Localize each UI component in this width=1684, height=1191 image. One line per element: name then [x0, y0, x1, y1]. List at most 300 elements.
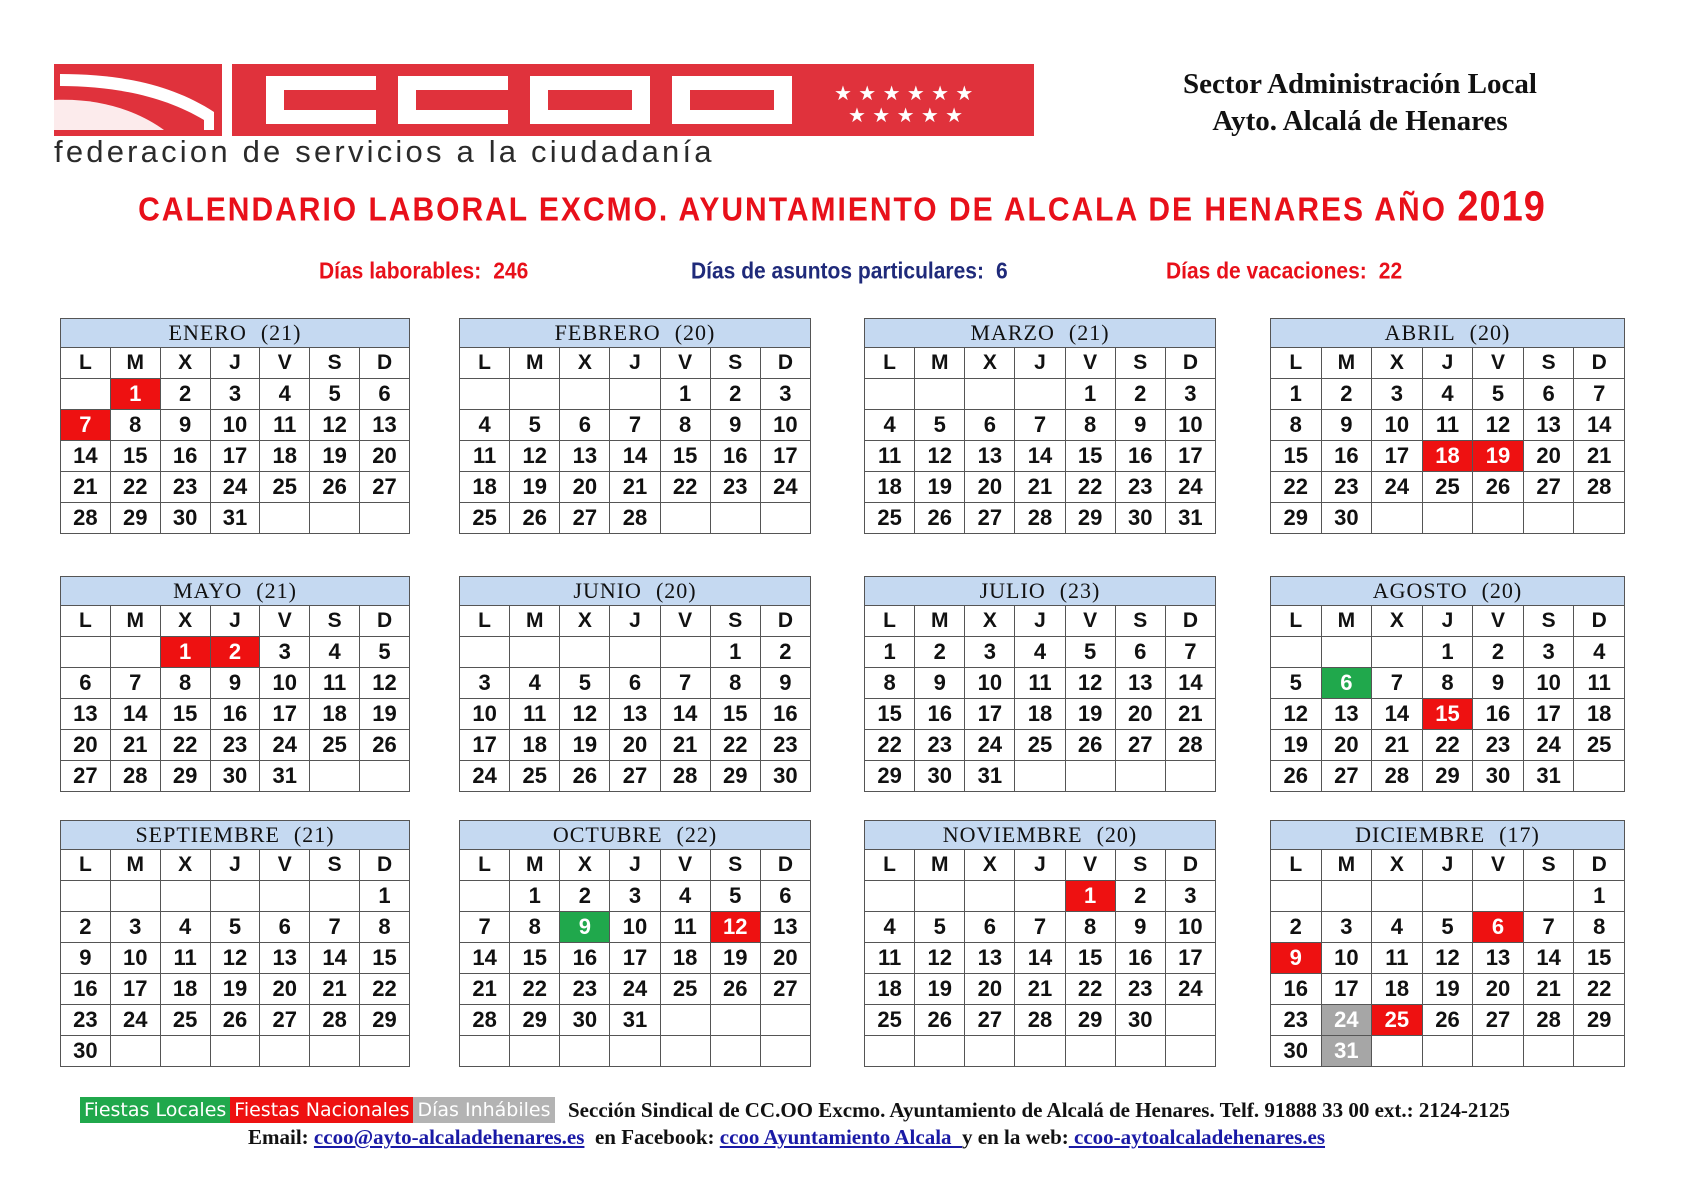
empty-cell: [61, 379, 111, 410]
day-cell: 2: [560, 881, 610, 912]
empty-cell: [110, 881, 160, 912]
day-cell: 22: [1065, 472, 1115, 503]
weekday-header: V: [660, 348, 710, 379]
day-cell: 3: [1321, 912, 1372, 943]
day-cell: 11: [865, 943, 915, 974]
month-marzo: [864, 318, 1216, 534]
day-cell: 23: [1473, 730, 1524, 761]
day-cell: 25: [510, 761, 560, 792]
month-enero: [60, 318, 410, 534]
month-noviembre: [864, 820, 1216, 1067]
day-cell: 8: [1065, 912, 1115, 943]
month-name: MAYO: [173, 578, 243, 603]
footer-contact: Sección Sindical de CC.OO Excmo. Ayuntamiento de Alcalá de Henares. Telf. 91888 33 00 ext.: 2124-2125: [568, 1098, 1510, 1122]
day-cell: 18: [865, 472, 915, 503]
week-row: [61, 761, 410, 792]
day-cell: 29: [865, 761, 915, 792]
stat-label: Días laborables:: [319, 258, 482, 285]
day-cell: 4: [1372, 912, 1423, 943]
weekday-header: J: [210, 348, 260, 379]
day-cell: 29: [1422, 761, 1473, 792]
day-cell: 23: [1115, 974, 1165, 1005]
day-cell: 14: [1574, 410, 1625, 441]
day-cell: 8: [1271, 410, 1322, 441]
day-cell: 18: [260, 441, 310, 472]
day-cell: 26: [560, 761, 610, 792]
weekday-header: D: [760, 348, 810, 379]
day-cell: 9: [1321, 410, 1372, 441]
day-cell: 3: [210, 379, 260, 410]
weekday-header: X: [560, 850, 610, 881]
day-cell: 31: [610, 1005, 660, 1036]
empty-cell: [510, 637, 560, 668]
day-cell: 12: [560, 699, 610, 730]
stat-asuntos: [691, 259, 1008, 285]
day-cell: 19: [210, 974, 260, 1005]
day-cell: 31: [1523, 761, 1574, 792]
day-cell: 14: [1523, 943, 1574, 974]
day-cell: 15: [1065, 441, 1115, 472]
month-title: [460, 577, 811, 606]
day-cell: 2: [1271, 912, 1322, 943]
week-row: [61, 441, 410, 472]
facebook-link[interactable]: ccoo Ayuntamiento Alcala: [719, 1125, 963, 1149]
empty-cell: [1422, 503, 1473, 534]
day-cell: 23: [915, 730, 965, 761]
day-cell: 28: [1574, 472, 1625, 503]
day-cell: 22: [1574, 974, 1625, 1005]
day-cell: 9: [1115, 912, 1165, 943]
svg-text:★ ★ ★ ★ ★: ★ ★ ★ ★ ★: [848, 103, 964, 127]
day-cell: 9: [61, 943, 111, 974]
week-row: [1271, 441, 1625, 472]
email-link[interactable]: ccoo@ayto-alcaladehenares.es: [313, 1125, 585, 1149]
day-cell: 15: [110, 441, 160, 472]
weekday-header: L: [1271, 606, 1322, 637]
empty-cell: [510, 1036, 560, 1067]
week-row: [865, 410, 1216, 441]
month-name: ABRIL: [1384, 320, 1456, 345]
day-cell: 6: [1115, 637, 1165, 668]
empty-cell: [460, 637, 510, 668]
weekday-header: S: [310, 348, 360, 379]
day-cell: 24: [460, 761, 510, 792]
day-cell: 14: [460, 943, 510, 974]
week-row: [460, 472, 811, 503]
day-cell: 5: [915, 912, 965, 943]
month-count: (23): [1059, 578, 1101, 603]
weekday-header: D: [760, 850, 810, 881]
day-cell: 14: [110, 699, 160, 730]
month-octubre: [459, 820, 811, 1067]
weekday-header: V: [1065, 606, 1115, 637]
day-cell: 6: [560, 410, 610, 441]
day-cell: 11: [1015, 668, 1065, 699]
week-row: [460, 943, 811, 974]
footer-links: [248, 1124, 1325, 1150]
day-cell: 23: [1115, 472, 1165, 503]
month-count: (20): [655, 578, 697, 603]
day-cell: 2: [1115, 881, 1165, 912]
day-cell: 24: [760, 472, 810, 503]
day-cell: 26: [710, 974, 760, 1005]
day-cell: 5: [210, 912, 260, 943]
day-cell: 25: [1422, 472, 1473, 503]
stat-value: 6: [995, 258, 1008, 285]
week-row: [865, 472, 1216, 503]
day-cell: 1: [360, 881, 410, 912]
day-cell: 2: [61, 912, 111, 943]
month-title: [61, 319, 410, 348]
day-cell: 27: [1321, 761, 1372, 792]
day-cell: 30: [1271, 1036, 1322, 1067]
empty-cell: [1065, 761, 1115, 792]
month-julio: [864, 576, 1216, 792]
day-cell: 20: [61, 730, 111, 761]
empty-cell: [1271, 881, 1322, 912]
day-cell: 15: [360, 943, 410, 974]
empty-cell: [1115, 1036, 1165, 1067]
day-cell: 27: [560, 503, 610, 534]
day-cell: 1: [110, 379, 160, 410]
stat-laborables: [319, 259, 528, 285]
day-cell: 12: [360, 668, 410, 699]
day-cell: 23: [61, 1005, 111, 1036]
day-cell: 21: [1574, 441, 1625, 472]
weekday-header: M: [110, 606, 160, 637]
day-cell: 17: [1321, 974, 1372, 1005]
day-cell: 24: [1523, 730, 1574, 761]
day-cell: 9: [560, 912, 610, 943]
weekday-header: S: [710, 850, 760, 881]
day-cell: 15: [160, 699, 210, 730]
day-cell: 2: [710, 379, 760, 410]
day-cell: 30: [760, 761, 810, 792]
week-row: [460, 410, 811, 441]
weekday-header: V: [660, 850, 710, 881]
svg-text:★ ★ ★ ★ ★ ★: ★ ★ ★ ★ ★ ★: [834, 81, 974, 105]
day-cell: 21: [1015, 472, 1065, 503]
week-row: [61, 943, 410, 974]
week-row: [460, 1036, 811, 1067]
day-cell: 21: [61, 472, 111, 503]
month-febrero: [459, 318, 811, 534]
day-cell: 2: [1321, 379, 1372, 410]
day-cell: 20: [260, 974, 310, 1005]
day-cell: 9: [1271, 943, 1322, 974]
day-cell: 25: [160, 1005, 210, 1036]
empty-cell: [310, 503, 360, 534]
day-cell: 22: [110, 472, 160, 503]
empty-cell: [1574, 761, 1625, 792]
day-cell: 14: [1015, 943, 1065, 974]
week-row: [1271, 912, 1625, 943]
logo-subtitle: federacion de servicios a la ciudadanía: [54, 134, 715, 169]
day-cell: 10: [460, 699, 510, 730]
week-row: [61, 379, 410, 410]
day-cell: 4: [1574, 637, 1625, 668]
day-cell: 18: [1574, 699, 1625, 730]
empty-cell: [1574, 503, 1625, 534]
empty-cell: [1473, 881, 1524, 912]
empty-cell: [610, 1036, 660, 1067]
day-cell: 30: [560, 1005, 610, 1036]
empty-cell: [1015, 761, 1065, 792]
week-row: [865, 637, 1216, 668]
day-cell: 6: [965, 912, 1015, 943]
month-count: (21): [256, 578, 297, 603]
week-row: [865, 1005, 1216, 1036]
ccoo-logo: [54, 64, 1034, 169]
day-cell: 18: [160, 974, 210, 1005]
day-cell: 19: [1271, 730, 1322, 761]
month-count: (21): [1068, 320, 1110, 345]
week-row: [460, 637, 811, 668]
day-cell: 17: [1165, 943, 1215, 974]
day-cell: 10: [610, 912, 660, 943]
day-cell: 3: [610, 881, 660, 912]
day-cell: 12: [310, 410, 360, 441]
week-row: [1271, 410, 1625, 441]
day-cell: 21: [610, 472, 660, 503]
web-link[interactable]: ccoo-aytoalcaladehenares.es: [1068, 1125, 1326, 1149]
weekday-header: M: [110, 348, 160, 379]
day-cell: 26: [915, 503, 965, 534]
day-cell: 19: [710, 943, 760, 974]
weekday-header: X: [160, 348, 210, 379]
legend-fiestas-locales: Fiestas Locales: [80, 1097, 230, 1123]
title-text: CALENDARIO LABORAL EXCMO. AYUNTAMIENTO DE ALCALA DE HENARES AÑO: [138, 191, 1447, 229]
empty-cell: [360, 503, 410, 534]
month-abril: [1270, 318, 1625, 534]
day-cell: 24: [1321, 1005, 1372, 1036]
day-cell: 30: [915, 761, 965, 792]
weekday-header: D: [1574, 348, 1625, 379]
day-cell: 24: [1372, 472, 1423, 503]
day-cell: 11: [1372, 943, 1423, 974]
day-cell: 28: [660, 761, 710, 792]
day-cell: 1: [160, 637, 210, 668]
day-cell: 15: [865, 699, 915, 730]
day-cell: 10: [210, 410, 260, 441]
day-cell: 12: [710, 912, 760, 943]
day-cell: 4: [310, 637, 360, 668]
week-row: [61, 472, 410, 503]
week-row: [865, 881, 1216, 912]
day-cell: 27: [965, 503, 1015, 534]
week-row: [865, 668, 1216, 699]
empty-cell: [360, 761, 410, 792]
week-row: [1271, 881, 1625, 912]
week-row: [460, 668, 811, 699]
week-row: [61, 912, 410, 943]
weekday-header: J: [610, 850, 660, 881]
day-cell: 14: [1165, 668, 1215, 699]
day-cell: 28: [1015, 503, 1065, 534]
day-cell: 20: [1321, 730, 1372, 761]
title-year: 2019: [1457, 183, 1546, 231]
empty-cell: [915, 1036, 965, 1067]
week-row: [865, 1036, 1216, 1067]
empty-cell: [965, 379, 1015, 410]
day-cell: 6: [610, 668, 660, 699]
day-cell: 17: [110, 974, 160, 1005]
week-row: [1271, 1036, 1625, 1067]
day-cell: 6: [1473, 912, 1524, 943]
ayto-line: Ayto. Alcalá de Henares: [1212, 105, 1508, 137]
month-title: [865, 319, 1216, 348]
month-title: [61, 821, 410, 850]
day-cell: 27: [1523, 472, 1574, 503]
day-cell: 10: [965, 668, 1015, 699]
empty-cell: [610, 637, 660, 668]
weekday-header: D: [360, 606, 410, 637]
weekday-header: J: [210, 606, 260, 637]
weekday-header: X: [1372, 850, 1423, 881]
day-cell: 22: [1065, 974, 1115, 1005]
weekday-header: J: [1422, 850, 1473, 881]
week-row: [865, 441, 1216, 472]
weekday-header: X: [1372, 606, 1423, 637]
empty-cell: [560, 379, 610, 410]
weekday-header: J: [1015, 850, 1065, 881]
weekday-header: D: [1165, 348, 1215, 379]
empty-cell: [965, 1036, 1015, 1067]
day-cell: 19: [915, 974, 965, 1005]
empty-cell: [61, 637, 111, 668]
week-row: [61, 410, 410, 441]
weekday-header: V: [260, 606, 310, 637]
day-cell: 20: [1473, 974, 1524, 1005]
day-cell: 26: [915, 1005, 965, 1036]
day-cell: 20: [560, 472, 610, 503]
weekday-header: X: [160, 850, 210, 881]
empty-cell: [560, 1036, 610, 1067]
day-cell: 22: [865, 730, 915, 761]
empty-cell: [310, 881, 360, 912]
weekday-header: S: [310, 606, 360, 637]
day-cell: 12: [1422, 943, 1473, 974]
day-cell: 8: [1065, 410, 1115, 441]
day-cell: 19: [510, 472, 560, 503]
day-cell: 21: [1015, 974, 1065, 1005]
day-cell: 2: [210, 637, 260, 668]
day-cell: 13: [760, 912, 810, 943]
empty-cell: [1372, 1036, 1423, 1067]
day-cell: 30: [160, 503, 210, 534]
day-cell: 11: [1422, 410, 1473, 441]
day-cell: 19: [1065, 699, 1115, 730]
day-cell: 2: [1115, 379, 1165, 410]
day-cell: 20: [965, 472, 1015, 503]
day-cell: 24: [610, 974, 660, 1005]
empty-cell: [1473, 503, 1524, 534]
day-cell: 28: [1372, 761, 1423, 792]
empty-cell: [610, 379, 660, 410]
sector-line: Sector Administración Local: [1183, 68, 1537, 100]
day-cell: 19: [560, 730, 610, 761]
empty-cell: [460, 1036, 510, 1067]
day-cell: 17: [1165, 441, 1215, 472]
day-cell: 9: [710, 410, 760, 441]
day-cell: 13: [610, 699, 660, 730]
day-cell: 9: [760, 668, 810, 699]
day-cell: 10: [760, 410, 810, 441]
day-cell: 25: [865, 503, 915, 534]
day-cell: 19: [310, 441, 360, 472]
week-row: [460, 503, 811, 534]
day-cell: 11: [160, 943, 210, 974]
day-cell: 8: [865, 668, 915, 699]
day-cell: 29: [1065, 503, 1115, 534]
weekday-header: X: [560, 348, 610, 379]
ccoo-logo-mark: [54, 64, 1034, 136]
empty-cell: [865, 881, 915, 912]
week-row: [460, 699, 811, 730]
day-cell: 20: [1115, 699, 1165, 730]
week-row: [460, 881, 811, 912]
day-cell: 14: [310, 943, 360, 974]
day-cell: 11: [1574, 668, 1625, 699]
day-cell: 18: [510, 730, 560, 761]
day-cell: 6: [61, 668, 111, 699]
month-name: ENERO: [168, 320, 247, 345]
day-cell: 5: [510, 410, 560, 441]
month-title: [61, 577, 410, 606]
day-cell: 1: [865, 637, 915, 668]
empty-cell: [310, 761, 360, 792]
legend: [80, 1097, 555, 1123]
day-cell: 14: [1372, 699, 1423, 730]
day-cell: 25: [460, 503, 510, 534]
day-cell: 11: [310, 668, 360, 699]
month-title: [460, 821, 811, 850]
day-cell: 29: [1065, 1005, 1115, 1036]
day-cell: 5: [1065, 637, 1115, 668]
weekday-header: J: [1422, 348, 1473, 379]
month-title: [1271, 319, 1625, 348]
day-cell: 9: [1115, 410, 1165, 441]
weekday-header: D: [360, 348, 410, 379]
weekday-header: V: [260, 850, 310, 881]
day-cell: 26: [1422, 1005, 1473, 1036]
month-name: FEBRERO: [554, 320, 661, 345]
day-cell: 8: [660, 410, 710, 441]
day-cell: 10: [1165, 410, 1215, 441]
day-cell: 4: [865, 912, 915, 943]
day-cell: 15: [1065, 943, 1115, 974]
day-cell: 23: [560, 974, 610, 1005]
day-cell: 16: [1115, 441, 1165, 472]
day-cell: 13: [965, 943, 1015, 974]
day-cell: 20: [1523, 441, 1574, 472]
weekday-header: V: [660, 606, 710, 637]
day-cell: 12: [210, 943, 260, 974]
day-cell: 15: [1574, 943, 1625, 974]
weekday-header: S: [710, 606, 760, 637]
empty-cell: [1321, 637, 1372, 668]
day-cell: 25: [1015, 730, 1065, 761]
day-cell: 27: [965, 1005, 1015, 1036]
day-cell: 10: [1165, 912, 1215, 943]
week-row: [865, 699, 1216, 730]
day-cell: 20: [360, 441, 410, 472]
weekday-header: D: [1574, 606, 1625, 637]
weekday-header: X: [965, 606, 1015, 637]
day-cell: 31: [210, 503, 260, 534]
week-row: [460, 730, 811, 761]
weekday-header: V: [1473, 850, 1524, 881]
